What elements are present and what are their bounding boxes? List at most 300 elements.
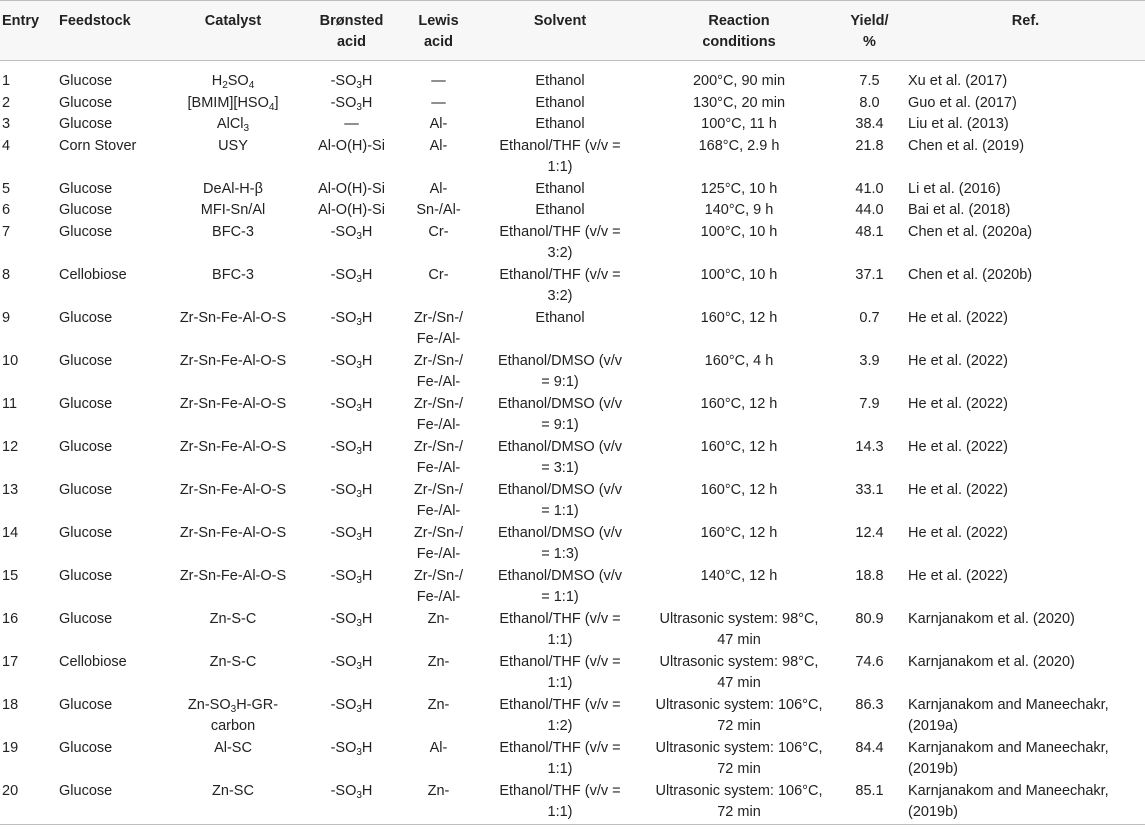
feedstock-value: Glucose — [59, 739, 113, 756]
cell-ref — [906, 652, 1145, 695]
lewis-line: — — [431, 73, 446, 89]
cell-catalyst — [165, 437, 301, 480]
table-row — [0, 114, 1145, 136]
solvent-line: 1:1) — [547, 632, 573, 648]
cell-bronsted-acid — [301, 738, 402, 781]
ref-line: Liu et al. (2013) — [908, 116, 1009, 132]
yield-value: 0.7 — [859, 309, 880, 326]
lewis-line: Zr-/Sn-/ — [413, 481, 464, 498]
cell-catalyst — [165, 265, 301, 308]
conditions-line: 72 min — [717, 718, 761, 734]
cell-feedstock — [57, 695, 165, 738]
ref-line: He et al. (2022) — [908, 352, 1008, 369]
yield-value: 37.1 — [855, 266, 884, 283]
lewis-line: Zr-/Sn-/ — [413, 352, 464, 369]
cell-bronsted-acid — [301, 200, 402, 222]
cell-catalyst — [165, 609, 301, 652]
cell-yield — [833, 93, 906, 115]
cell-entry — [0, 695, 57, 738]
cell-solvent — [475, 308, 645, 351]
entry-value: 7 — [2, 223, 11, 240]
feedstock-value: Glucose — [59, 116, 113, 132]
bronsted-text: -SO — [330, 73, 357, 89]
cell-conditions — [645, 93, 833, 115]
yield-value: 18.8 — [855, 567, 884, 584]
cell-catalyst — [165, 738, 301, 781]
cell-ref — [906, 394, 1145, 437]
cell-bronsted-acid — [301, 265, 402, 308]
cell-solvent — [475, 695, 645, 738]
lewis-line: Zr-/Sn-/ — [413, 309, 464, 326]
cell-entry — [0, 71, 57, 93]
entry-value: 2 — [2, 94, 11, 111]
cell-ref — [906, 437, 1145, 480]
cell-conditions — [645, 781, 833, 825]
table-row — [0, 523, 1145, 566]
catalyst-text: Zn-S-C — [209, 610, 257, 627]
bronsted-text: Al-O(H)-Si — [318, 137, 385, 154]
yield-value: 74.6 — [855, 653, 884, 670]
yield-value: 33.1 — [855, 481, 884, 498]
solvent-line: Ethanol/DMSO (v/v — [497, 524, 623, 541]
table-row — [0, 136, 1145, 179]
catalyst-subscript: 2 — [222, 80, 228, 91]
cell-yield — [833, 695, 906, 738]
cell-entry — [0, 437, 57, 480]
lewis-line: Zn- — [427, 696, 450, 713]
cell-lewis-acid — [402, 394, 475, 437]
cell-lewis-acid — [402, 222, 475, 265]
conditions-line: 140°C, 12 h — [700, 567, 778, 584]
bronsted-text: -SO — [330, 481, 357, 498]
conditions-line: 125°C, 10 h — [700, 180, 778, 197]
entry-value: 19 — [2, 739, 19, 756]
cell-solvent — [475, 523, 645, 566]
cell-entry — [0, 136, 57, 179]
entry-value: 17 — [2, 653, 19, 670]
cell-ref — [906, 566, 1145, 609]
header-bronsted-line1: Brønsted — [319, 13, 384, 29]
solvent-line: Ethanol — [535, 116, 585, 132]
cell-feedstock — [57, 351, 165, 394]
yield-value: 41.0 — [855, 180, 884, 197]
bronsted-text: -SO — [330, 782, 357, 799]
bronsted-subscript: 3 — [356, 273, 362, 285]
cell-bronsted-acid — [301, 71, 402, 93]
feedstock-value: Glucose — [59, 94, 113, 111]
cell-entry — [0, 179, 57, 201]
cell-catalyst — [165, 136, 301, 179]
ref-line: Guo et al. (2017) — [908, 94, 1017, 111]
entry-value: 5 — [2, 180, 11, 197]
entry-value: 4 — [2, 137, 11, 154]
cell-feedstock — [57, 523, 165, 566]
cell-yield — [833, 351, 906, 394]
cell-feedstock — [57, 480, 165, 523]
lewis-line: — — [431, 94, 446, 111]
header-yield-line1: Yield/ — [850, 13, 889, 29]
cell-lewis-acid — [402, 437, 475, 480]
cell-feedstock — [57, 308, 165, 351]
bronsted-text: -SO — [330, 610, 357, 627]
bronsted-text: -SO — [330, 266, 357, 283]
bronsted-text: H — [361, 395, 373, 412]
yield-value: 86.3 — [855, 696, 884, 713]
cell-yield — [833, 265, 906, 308]
cell-ref — [906, 308, 1145, 351]
cell-ref — [906, 609, 1145, 652]
header-row — [0, 1, 1145, 61]
cell-ref — [906, 738, 1145, 781]
cell-conditions — [645, 200, 833, 222]
conditions-line: 100°C, 10 h — [700, 266, 778, 283]
ref-line: Xu et al. (2017) — [908, 73, 1008, 89]
feedstock-value: Corn Stover — [59, 137, 137, 154]
cell-lewis-acid — [402, 781, 475, 825]
ref-line: Karnjanakom and Maneechakr, — [908, 696, 1109, 713]
bronsted-subscript: 3 — [356, 617, 362, 629]
cell-bronsted-acid — [301, 695, 402, 738]
cell-catalyst — [165, 351, 301, 394]
ref-line: Karnjanakom and Maneechakr, — [908, 782, 1109, 799]
catalyst-subscript: 4 — [268, 101, 275, 113]
lewis-line: Fe-/Al- — [416, 417, 461, 433]
solvent-line: Ethanol/THF (v/v = — [499, 739, 621, 756]
entry-value: 20 — [2, 782, 19, 799]
cell-bronsted-acid — [301, 394, 402, 437]
cell-catalyst — [165, 480, 301, 523]
header-lewis-acid — [402, 1, 475, 61]
conditions-line: 160°C, 12 h — [700, 438, 778, 455]
header-bronsted-acid — [301, 1, 402, 61]
table-row — [0, 738, 1145, 781]
cell-conditions — [645, 695, 833, 738]
ref-line: He et al. (2022) — [908, 524, 1008, 541]
table-header — [0, 1, 1145, 61]
cell-bronsted-acid — [301, 114, 402, 136]
catalyst-text: Zr-Sn-Fe-Al-O-S — [179, 481, 287, 498]
header-entry: Entry — [0, 1, 57, 61]
ref-line: (2019a) — [908, 718, 958, 734]
catalyst-text: Zr-Sn-Fe-Al-O-S — [179, 309, 287, 326]
cell-lewis-acid — [402, 179, 475, 201]
feedstock-value: Glucose — [59, 567, 113, 584]
bronsted-text: H — [361, 73, 373, 89]
cell-yield — [833, 609, 906, 652]
entry-value: 15 — [2, 567, 19, 584]
cell-solvent — [475, 351, 645, 394]
table-row — [0, 265, 1145, 308]
catalyst-text: SO — [227, 73, 249, 89]
entry-value: 13 — [2, 481, 19, 498]
feedstock-value: Glucose — [59, 610, 113, 627]
feedstock-value: Cellobiose — [59, 266, 127, 283]
cell-solvent — [475, 738, 645, 781]
ref-line: Chen et al. (2019) — [908, 137, 1025, 154]
cell-solvent — [475, 222, 645, 265]
bronsted-text: H — [361, 739, 373, 756]
bronsted-text: H — [361, 610, 373, 627]
cell-conditions — [645, 609, 833, 652]
cell-yield — [833, 179, 906, 201]
cell-yield — [833, 523, 906, 566]
cell-bronsted-acid — [301, 308, 402, 351]
ref-line: He et al. (2022) — [908, 481, 1008, 498]
cell-conditions — [645, 222, 833, 265]
cell-catalyst — [165, 652, 301, 695]
bronsted-text: -SO — [330, 223, 357, 240]
cell-feedstock — [57, 609, 165, 652]
bronsted-subscript: 3 — [356, 316, 362, 328]
cell-bronsted-acid — [301, 179, 402, 201]
ref-line: (2019b) — [908, 761, 958, 777]
bronsted-subscript: 3 — [356, 101, 362, 113]
entry-value: 3 — [2, 116, 11, 132]
entry-value: 12 — [2, 438, 19, 455]
lewis-line: Al- — [429, 739, 448, 756]
catalyst-text: Zn-S-C — [209, 653, 257, 670]
cell-feedstock — [57, 179, 165, 201]
cell-bronsted-acid — [301, 136, 402, 179]
entry-value: 10 — [2, 352, 19, 369]
cell-conditions — [645, 394, 833, 437]
header-reaction-conditions — [645, 1, 833, 61]
bronsted-text: H — [361, 524, 373, 541]
cell-conditions — [645, 265, 833, 308]
table-row — [0, 179, 1145, 201]
solvent-line: Ethanol/DMSO (v/v — [497, 438, 623, 455]
solvent-line: 1:1) — [547, 804, 573, 820]
cell-bronsted-acid — [301, 222, 402, 265]
feedstock-value: Glucose — [59, 782, 113, 799]
cell-entry — [0, 222, 57, 265]
cell-solvent — [475, 781, 645, 825]
lewis-line: Fe-/Al- — [416, 589, 461, 605]
cell-lewis-acid — [402, 523, 475, 566]
conditions-line: Ultrasonic system: 106°C, — [655, 696, 823, 713]
catalyst-text: Al-SC — [214, 739, 252, 756]
bronsted-text: H — [361, 438, 373, 455]
cell-ref — [906, 179, 1145, 201]
yield-value: 3.9 — [859, 352, 880, 369]
cell-yield — [833, 738, 906, 781]
cell-solvent — [475, 136, 645, 179]
cell-conditions — [645, 652, 833, 695]
solvent-line: 1:1) — [547, 675, 573, 691]
cell-lewis-acid — [402, 609, 475, 652]
cell-lewis-acid — [402, 93, 475, 115]
bronsted-text: H — [361, 266, 373, 283]
catalyst-text: Zr-Sn-Fe-Al-O-S — [179, 438, 287, 455]
bronsted-subscript: 3 — [356, 488, 362, 500]
cell-lewis-acid — [402, 265, 475, 308]
conditions-line: 160°C, 12 h — [700, 524, 778, 541]
bronsted-text: -SO — [330, 352, 357, 369]
cell-catalyst — [165, 179, 301, 201]
bronsted-text: H — [361, 696, 373, 713]
cell-bronsted-acid — [301, 93, 402, 115]
lewis-line: Zr-/Sn-/ — [413, 567, 464, 584]
feedstock-value: Glucose — [59, 696, 113, 713]
solvent-line: Ethanol/THF (v/v = — [499, 696, 621, 713]
ref-line: Bai et al. (2018) — [908, 202, 1011, 218]
cell-solvent — [475, 114, 645, 136]
bronsted-subscript: 3 — [356, 746, 362, 758]
catalyst-text: MFI-Sn/Al — [200, 202, 266, 218]
cell-lewis-acid — [402, 738, 475, 781]
catalyst-text: DeAl-H-β — [203, 180, 263, 197]
bronsted-subscript: 3 — [356, 789, 362, 801]
cell-ref — [906, 781, 1145, 825]
table-row — [0, 200, 1145, 222]
lewis-line: Zr-/Sn-/ — [413, 395, 464, 412]
lewis-line: Fe-/Al- — [416, 331, 461, 347]
cell-yield — [833, 308, 906, 351]
yield-value: 12.4 — [855, 524, 884, 541]
yield-value: 7.5 — [859, 73, 880, 89]
bronsted-text: H — [361, 782, 373, 799]
cell-entry — [0, 609, 57, 652]
conditions-line: 72 min — [717, 761, 761, 777]
solvent-line: = 9:1) — [541, 374, 579, 390]
solvent-line: = 1:1) — [541, 503, 579, 519]
solvent-line: Ethanol — [535, 202, 585, 218]
cell-catalyst — [165, 394, 301, 437]
bronsted-subscript: 3 — [356, 660, 362, 672]
cell-lewis-acid — [402, 652, 475, 695]
cell-feedstock — [57, 652, 165, 695]
cell-yield — [833, 781, 906, 825]
cell-solvent — [475, 394, 645, 437]
cell-entry — [0, 566, 57, 609]
feedstock-value: Glucose — [59, 202, 113, 218]
feedstock-value: Glucose — [59, 438, 113, 455]
table-row — [0, 351, 1145, 394]
cell-entry — [0, 200, 57, 222]
bronsted-subscript: 3 — [356, 574, 362, 586]
entry-value: 18 — [2, 696, 19, 713]
cell-yield — [833, 480, 906, 523]
cell-bronsted-acid — [301, 652, 402, 695]
solvent-line: Ethanol/THF (v/v = — [499, 137, 621, 154]
ref-line: He et al. (2022) — [908, 395, 1008, 412]
cell-catalyst — [165, 781, 301, 825]
cell-catalyst — [165, 308, 301, 351]
conditions-line: 200°C, 90 min — [692, 73, 786, 89]
feedstock-value: Glucose — [59, 73, 113, 89]
cell-catalyst — [165, 93, 301, 115]
cell-catalyst — [165, 695, 301, 738]
lewis-line: Sn-/Al- — [416, 202, 461, 218]
catalyst-text: USY — [218, 137, 248, 154]
cell-yield — [833, 222, 906, 265]
cell-bronsted-acid — [301, 781, 402, 825]
yield-value: 44.0 — [855, 202, 884, 218]
cell-entry — [0, 652, 57, 695]
solvent-line: 1:1) — [547, 761, 573, 777]
cell-catalyst — [165, 566, 301, 609]
conditions-line: 72 min — [717, 804, 761, 820]
lewis-line: Zn- — [427, 653, 450, 670]
cell-ref — [906, 136, 1145, 179]
cell-solvent — [475, 93, 645, 115]
cell-conditions — [645, 308, 833, 351]
cell-conditions — [645, 738, 833, 781]
cell-bronsted-acid — [301, 609, 402, 652]
cell-catalyst — [165, 200, 301, 222]
cell-conditions — [645, 437, 833, 480]
bronsted-text: Al-O(H)-Si — [318, 202, 385, 218]
entry-value: 1 — [2, 73, 11, 89]
cell-bronsted-acid — [301, 437, 402, 480]
solvent-line: Ethanol/THF (v/v = — [499, 610, 621, 627]
header-catalyst: Catalyst — [165, 1, 301, 61]
catalyst-subscript: 3 — [243, 123, 250, 134]
catalyst-text: [BMIM][HSO — [187, 94, 269, 111]
table-row — [0, 93, 1145, 115]
bronsted-subscript: 3 — [356, 80, 362, 91]
bronsted-text: -SO — [330, 739, 357, 756]
cell-yield — [833, 71, 906, 93]
bronsted-text: H — [361, 481, 373, 498]
cell-conditions — [645, 523, 833, 566]
solvent-line: Ethanol/DMSO (v/v — [497, 481, 623, 498]
yield-value: 80.9 — [855, 610, 884, 627]
cell-catalyst — [165, 71, 301, 93]
ref-line: Karnjanakom et al. (2020) — [908, 653, 1075, 670]
cell-ref — [906, 523, 1145, 566]
catalyst-text: Zr-Sn-Fe-Al-O-S — [179, 352, 287, 369]
cell-conditions — [645, 179, 833, 201]
yield-value: 38.4 — [855, 116, 884, 132]
yield-value: 21.8 — [855, 137, 884, 154]
cell-entry — [0, 265, 57, 308]
cell-catalyst — [165, 114, 301, 136]
table-row — [0, 695, 1145, 738]
bronsted-text: — — [344, 116, 359, 132]
cell-feedstock — [57, 222, 165, 265]
ref-line: He et al. (2022) — [908, 309, 1008, 326]
table-body — [0, 61, 1145, 825]
catalyst-text: H — [211, 73, 223, 89]
cell-feedstock — [57, 114, 165, 136]
cell-feedstock — [57, 200, 165, 222]
solvent-line: Ethanol — [535, 73, 585, 89]
cell-conditions — [645, 114, 833, 136]
bronsted-subscript: 3 — [356, 402, 362, 414]
bronsted-subscript: 3 — [356, 230, 362, 242]
cell-ref — [906, 351, 1145, 394]
catalyst-text: Zr-Sn-Fe-Al-O-S — [179, 395, 287, 412]
table-row — [0, 781, 1145, 825]
solvent-line: Ethanol/THF (v/v = — [499, 223, 621, 240]
entry-value: 8 — [2, 266, 11, 283]
cell-entry — [0, 480, 57, 523]
cell-lewis-acid — [402, 71, 475, 93]
header-feedstock: Feedstock — [57, 1, 165, 61]
cell-ref — [906, 71, 1145, 93]
lewis-line: Fe-/Al- — [416, 503, 461, 519]
header-conditions-line1: Reaction — [708, 13, 770, 29]
cell-yield — [833, 136, 906, 179]
entry-value: 11 — [2, 395, 18, 412]
feedstock-value: Glucose — [59, 309, 113, 326]
solvent-line: Ethanol/THF (v/v = — [499, 653, 621, 670]
cell-ref — [906, 695, 1145, 738]
cell-entry — [0, 781, 57, 825]
cell-conditions — [645, 566, 833, 609]
feedstock-value: Cellobiose — [59, 653, 127, 670]
